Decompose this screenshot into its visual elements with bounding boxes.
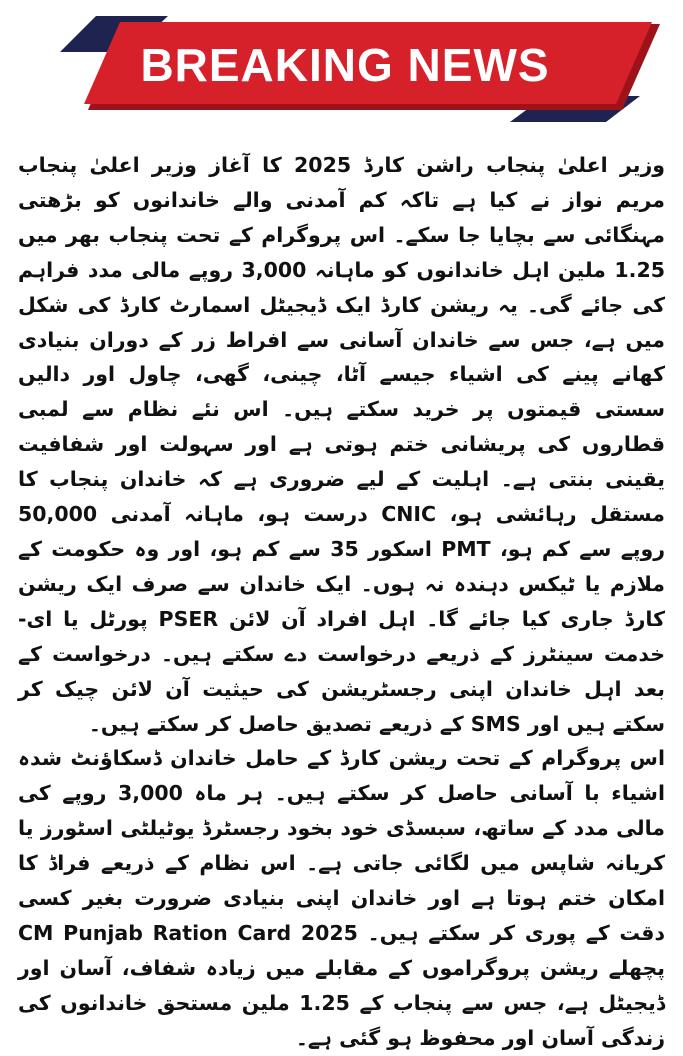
article-body	[18, 148, 665, 1056]
article-paragraph: اس پروگرام کے تحت ریشن کارڈ کے حامل خاندان ڈسکاؤنٹ شدہ اشیاء با آسانی حاصل کر سکتے ہیں۔ ہر ماہ 3,000 روپے کی مالی مدد کے ساتھ، سبسڈی خود بخود رجسٹرڈ یوٹیلٹی اسٹورز یا کریانہ شاپس میں لگائی جاتی ہے۔ اس نظام کے ذریعے فراڈ کا امکان ختم ہوتا ہے اور خاندان اپنی بنیادی ضرورت بغیر کسی دقت کے پوری کر سکتے ہیں۔ CM Punjab Ration Card 2025 پچھلے ریشن پروگراموں کے مقابلے میں زیادہ شفاف، آسان اور ڈیجیٹل ہے، جس سے پنجاب کے 1.25 ملین مستحق خاندانوں کی زندگی آسان اور محفوظ ہو گئی ہے۔	[18, 746, 666, 1050]
article-paragraph: وزیر اعلیٰ پنجاب راشن کارڈ 2025 کا آغاز وزیر اعلیٰ پنجاب مریم نواز نے کیا ہے تاکہ کم آمدنی والے خاندانوں کو بڑھتی مہنگائی سے بچایا جا سکے۔ اس پروگرام کے تحت پنجاب بھر میں 1.25 ملین اہل خاندانوں کو ماہانہ 3,000 روپے مالی مدد فراہم کی جائے گی۔ یہ ریشن کارڈ ایک ڈیجیٹل اسمارٹ کارڈ کی شکل میں ہے، جس سے خاندان آسانی سے افراط زر کے دوران بنیادی کھانے پینے کی اشیاء جیسے آٹا، چینی، گھی، چاول اور دالیں سستی قیمتوں پر خرید سکتے ہیں۔ اس نئے نظام سے لمبی قطاروں کی پریشانی ختم ہوتی ہے اور سہولت اور شفافیت یقینی بنتی ہے۔ اہلیت کے لیے ضروری ہے کہ خاندان پنجاب کا مستقل رہائشی ہو، CNIC درست ہو، ماہانہ آمدنی 50,000 روپے سے کم ہو، PMT اسکور 35 سے کم ہو، اور وہ حکومت کے ملازم یا ٹیکس دہندہ نہ ہوں۔ ایک خاندان سے صرف ایک ریشن کارڈ جاری کیا جائے گا۔ اہل افراد آن لائن PSER پورٹل یا ای-خدمت سینٹرز کے ذریعے درخواست دے سکتے ہیں۔ درخواست کے بعد اہل خاندان اپنی رجسٹریشن کی حیثیت آن لائن چیک کر سکتے ہیں اور SMS کے ذریعے تصدیق حاصل کر سکتے ہیں۔	[18, 153, 665, 736]
banner-title: BREAKING NEWS	[140, 39, 550, 91]
breaking-news-banner	[0, 0, 683, 130]
